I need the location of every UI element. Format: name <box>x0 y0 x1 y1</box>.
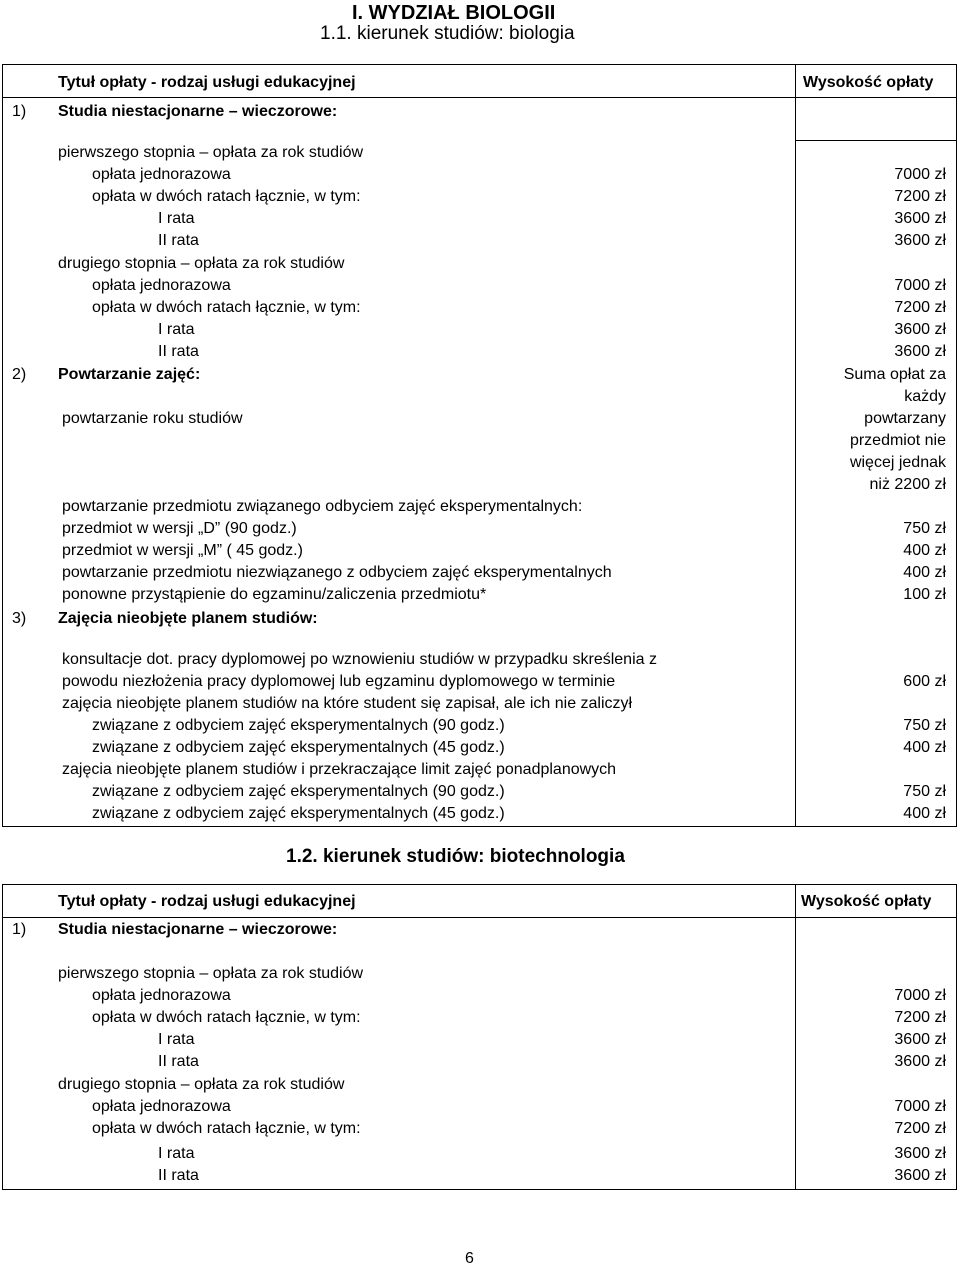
row-label: pierwszego stopnia – opłata za rok studiów <box>58 965 364 982</box>
row-amount: 3600 zł <box>894 1145 946 1162</box>
row-label: związane z odbyciem zajęć eksperymentalnych (90 godz.) <box>92 783 505 800</box>
row-label: opłata w dwóch ratach łącznie, w tym: <box>92 188 361 205</box>
row-amount: 7200 zł <box>894 1120 946 1137</box>
section-number: 1) <box>12 921 27 938</box>
column-header-fee-amount: Wysokość opłaty <box>803 74 934 91</box>
row-label: opłata jednorazowa <box>92 277 231 294</box>
row-label: związane z odbyciem zajęć eksperymentalnych (90 godz.) <box>92 717 505 734</box>
row-label: zajęcia nieobjęte planem studiów na które student się zapisał, ale ich nie zaliczył <box>62 695 633 712</box>
row-amount: 400 zł <box>903 739 946 756</box>
row-label: I rata <box>158 321 195 338</box>
row-label: opłata w dwóch ratach łącznie, w tym: <box>92 1009 361 1026</box>
row-label: związane z odbyciem zajęć eksperymentalnych (45 godz.) <box>92 739 505 756</box>
row-amount: 750 zł <box>903 783 946 800</box>
table-divider <box>795 64 796 827</box>
faculty-heading: I. WYDZIAŁ BIOLOGII <box>352 2 556 24</box>
row-amount: 400 zł <box>903 542 946 559</box>
table-header-separator <box>2 97 957 98</box>
row-label: I rata <box>158 1145 195 1162</box>
repeat-year-amount-line: przedmiot nie <box>849 432 946 449</box>
row-label: przedmiot w wersji „M” ( 45 godz.) <box>62 542 303 559</box>
column-header-fee-title: Tytuł opłaty - rodzaj usługi edukacyjnej <box>58 74 356 91</box>
row-label: powodu niezłożenia pracy dyplomowej lub egzaminu dyplomowego w terminie <box>62 673 616 690</box>
row-amount: 7000 zł <box>894 1098 946 1115</box>
row-label: II rata <box>158 343 199 360</box>
row-label: powtarzanie przedmiotu niezwiązanego z odbyciem zajęć eksperymentalnych <box>62 564 612 581</box>
row-amount: 7200 zł <box>894 1009 946 1026</box>
row-amount: 600 zł <box>903 673 946 690</box>
section-title: Zajęcia nieobjęte planem studiów: <box>58 610 318 627</box>
row-amount: 100 zł <box>903 586 946 603</box>
row-label: I rata <box>158 210 195 227</box>
repeat-year-amount-line: Suma opłat za <box>843 366 946 383</box>
row-label: przedmiot w wersji „D” (90 godz.) <box>62 520 297 537</box>
section-number: 2) <box>12 366 27 383</box>
row-label: pierwszego stopnia – opłata za rok studiów <box>58 144 364 161</box>
row-amount: 3600 zł <box>894 210 946 227</box>
column-header-fee-amount: Wysokość opłaty <box>801 893 932 910</box>
row-label: II rata <box>158 1053 199 1070</box>
row-amount: 7000 zł <box>894 987 946 1004</box>
section-title: Studia niestacjonarne – wieczorowe: <box>58 921 338 938</box>
row-amount: 7000 zł <box>894 166 946 183</box>
row-label: powtarzanie przedmiotu związanego odbyciem zajęć eksperymentalnych: <box>62 498 583 515</box>
row-label: zajęcia nieobjęte planem studiów i przekraczające limit zajęć ponadplanowych <box>62 761 617 778</box>
row-label: drugiego stopnia – opłata za rok studiów <box>58 255 345 272</box>
row-amount: 3600 zł <box>894 343 946 360</box>
row-amount: 750 zł <box>903 520 946 537</box>
row-label: związane z odbyciem zajęć eksperymentalnych (45 godz.) <box>92 805 505 822</box>
row-amount: 3600 zł <box>894 1167 946 1184</box>
row-label: opłata jednorazowa <box>92 1098 231 1115</box>
section-number: 3) <box>12 610 27 627</box>
section-title: Studia niestacjonarne – wieczorowe: <box>58 103 338 120</box>
row-label: II rata <box>158 1167 199 1184</box>
repeat-year-amount-line: powtarzany <box>864 410 946 427</box>
program-heading-biotechnology: 1.2. kierunek studiów: biotechnologia <box>286 846 625 867</box>
row-amount: 3600 zł <box>894 1053 946 1070</box>
row-amount: 7000 zł <box>894 277 946 294</box>
row-label: opłata jednorazowa <box>92 987 231 1004</box>
repeat-year-amount-line: więcej jednak <box>849 454 946 471</box>
row-amount: 750 zł <box>903 717 946 734</box>
section-title: Powtarzanie zajęć: <box>58 366 201 383</box>
row-label: ponowne przystąpienie do egzaminu/zaliczenia przedmiotu* <box>62 586 487 603</box>
table-header-separator <box>2 917 957 918</box>
table-divider <box>795 884 796 1190</box>
page-number: 6 <box>465 1250 474 1267</box>
repeat-year-amount-line: niż 2200 zł <box>869 476 946 493</box>
section-number: 1) <box>12 103 27 120</box>
row-amount: 7200 zł <box>894 188 946 205</box>
column-header-fee-title: Tytuł opłaty - rodzaj usługi edukacyjnej <box>58 893 356 910</box>
row-label: I rata <box>158 1031 195 1048</box>
row-amount: 3600 zł <box>894 321 946 338</box>
row-amount: 3600 zł <box>894 232 946 249</box>
row-amount: 7200 zł <box>894 299 946 316</box>
program-heading-biology: 1.1. kierunek studiów: biologia <box>320 23 575 44</box>
row-amount: 400 zł <box>903 805 946 822</box>
row-amount: 400 zł <box>903 564 946 581</box>
row-amount: 3600 zł <box>894 1031 946 1048</box>
row-label: konsultacje dot. pracy dyplomowej po wznowieniu studiów w przypadku skreślenia z <box>62 651 657 668</box>
row-label: drugiego stopnia – opłata za rok studiów <box>58 1076 345 1093</box>
repeat-year-amount-line: każdy <box>904 388 946 405</box>
row-label: opłata w dwóch ratach łącznie, w tym: <box>92 299 361 316</box>
row-label: opłata w dwóch ratach łącznie, w tym: <box>92 1120 361 1137</box>
row-label: powtarzanie roku studiów <box>62 410 243 427</box>
row-label: opłata jednorazowa <box>92 166 231 183</box>
row-label: II rata <box>158 232 199 249</box>
table-row-separator <box>795 140 957 141</box>
